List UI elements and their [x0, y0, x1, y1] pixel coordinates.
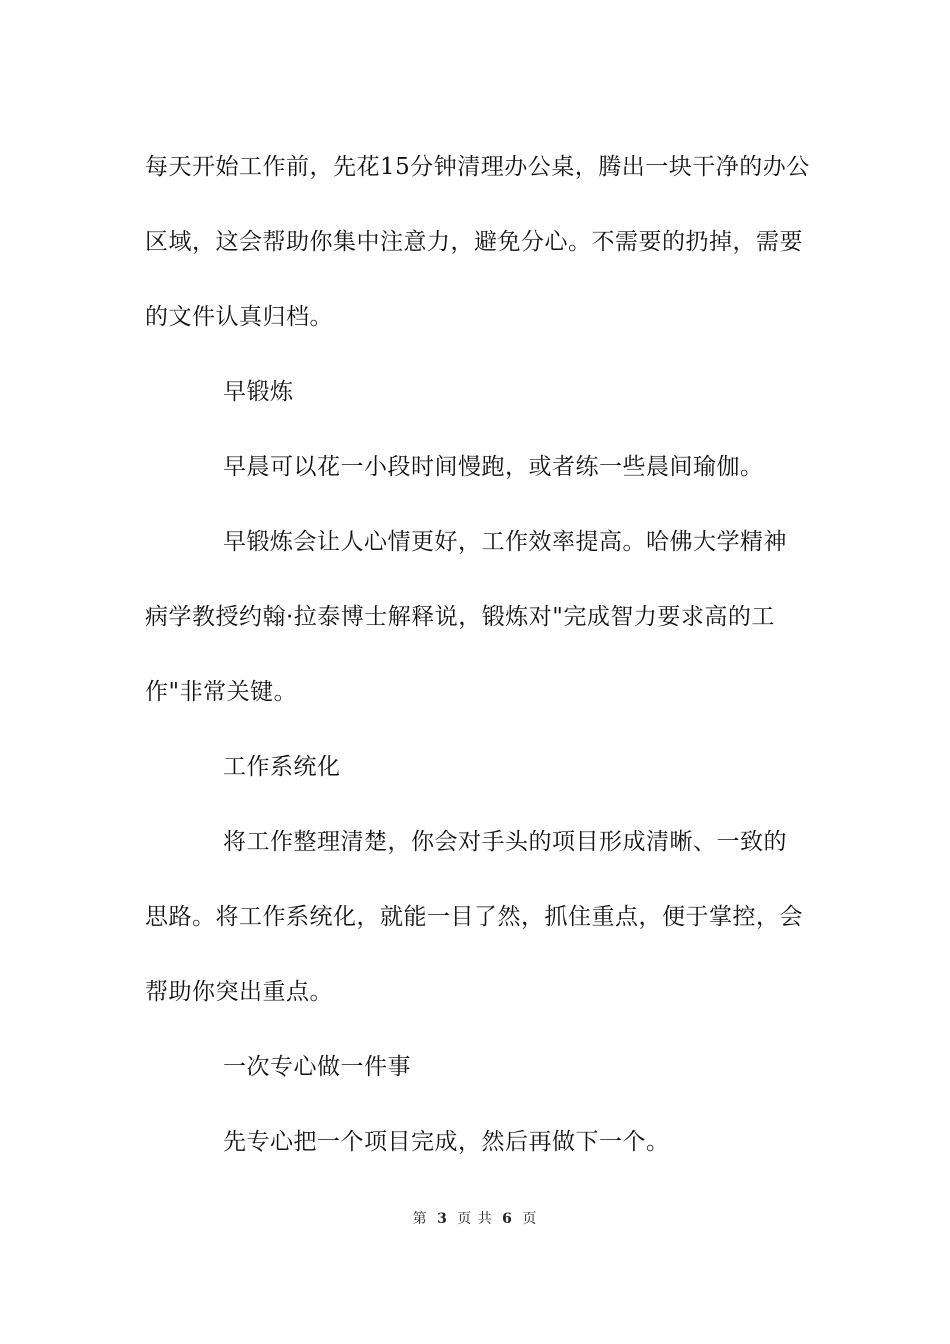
paragraph-morning-jogging: 早晨可以花一小段时间慢跑，或者练一些晨间瑜伽。 — [223, 454, 764, 480]
paragraph-exercise-benefits: 早锻炼会让人心情更好，工作效率提高。哈佛大学精神病学教授约翰·拉泰博士解释说，锻炼对"完成智力要求高的工作"非常关键。 — [145, 529, 787, 705]
footer-total-pages: 6 — [502, 1211, 513, 1227]
paragraph-organize-work: 将工作整理清楚，你会对手头的项目形成清晰、一致的思路。将工作系统化，就能一目了然，抓住重点，便于掌控，会帮助你突出重点。 — [145, 829, 803, 1005]
heading-systematize-work: 工作系统化 — [223, 754, 341, 780]
heading-morning-exercise: 早锻炼 — [223, 379, 294, 405]
footer-current-page: 3 — [437, 1211, 448, 1227]
footer-prefix: 第 — [412, 1211, 428, 1227]
document-body — [145, 130, 810, 1180]
heading-one-thing-at-a-time: 一次专心做一件事 — [223, 1054, 411, 1080]
page-footer — [0, 1208, 950, 1228]
footer-suffix: 页 — [522, 1211, 538, 1227]
paragraph-desk-cleanup: 每天开始工作前，先花15分钟清理办公桌，腾出一块干净的办公区域，这会帮助你集中注意力，避免分心。不需要的扔掉，需要的文件认真归档。 — [145, 154, 810, 330]
paragraph-finish-one-project: 先专心把一个项目完成，然后再做下一个。 — [223, 1129, 670, 1155]
footer-middle: 页 共 — [457, 1211, 493, 1227]
